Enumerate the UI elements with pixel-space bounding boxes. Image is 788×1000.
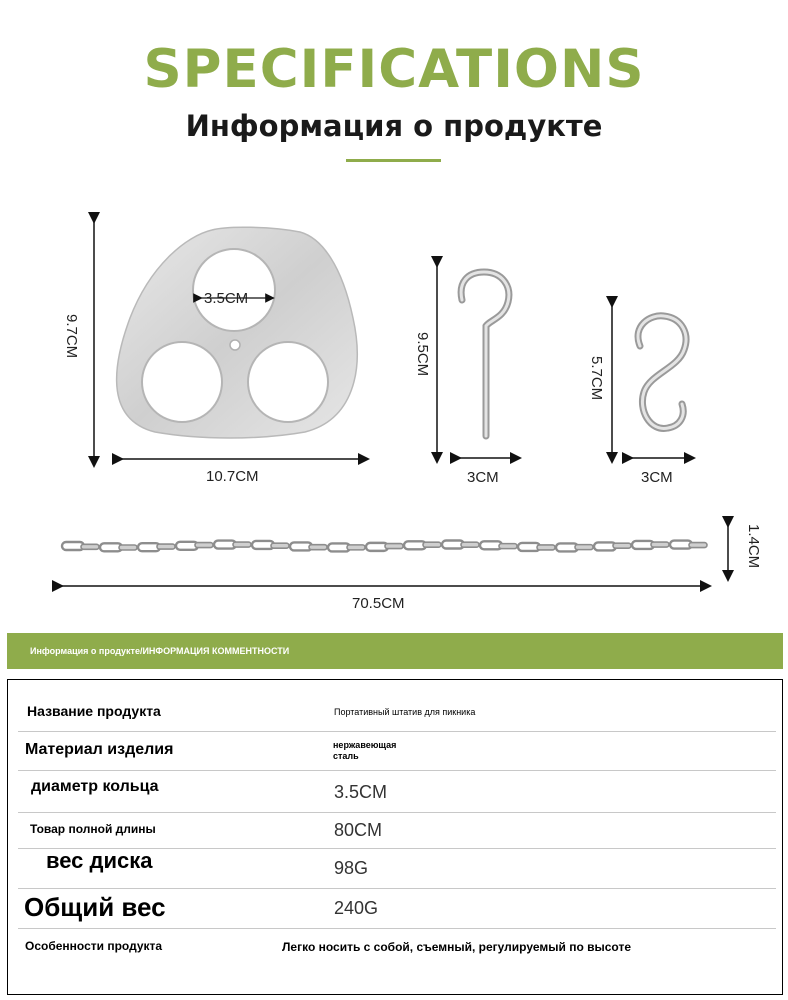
spec-value-product-name: Портативный штатив для пикника bbox=[334, 707, 476, 717]
chain-link bbox=[613, 543, 631, 548]
hook-width-label: 3CM bbox=[467, 469, 499, 486]
chain-height-label: 1.4CM bbox=[745, 524, 762, 569]
spec-value-material: нержавеющая сталь bbox=[333, 740, 397, 761]
chain-link bbox=[157, 544, 175, 549]
spec-label-disk-weight: вес диска bbox=[46, 848, 153, 873]
row-divider bbox=[18, 888, 776, 889]
chain-link bbox=[461, 542, 479, 547]
tripod-plate bbox=[117, 227, 358, 438]
spec-label-total-weight: Общий вес bbox=[24, 892, 166, 922]
spec-value-ring-diameter: 3.5CM bbox=[334, 782, 388, 802]
s-hook-height-label: 5.7CM bbox=[588, 356, 605, 401]
chain-link bbox=[81, 544, 99, 549]
chain-link bbox=[271, 543, 289, 548]
spec-label-features: Особенности продукта bbox=[25, 939, 163, 953]
spec-label-ring-diameter: диаметр кольца bbox=[31, 778, 159, 795]
hook-peg bbox=[461, 272, 509, 436]
chain-link bbox=[119, 545, 137, 550]
spec-value-disk-weight: 98G bbox=[334, 858, 369, 878]
row-divider bbox=[18, 928, 776, 929]
row-divider bbox=[18, 812, 776, 813]
spec-value-features: Легко носить с собой, съемный, регулируемый по высоте bbox=[282, 940, 632, 954]
product-info-title: Информация о продукте bbox=[185, 109, 603, 143]
chain-link bbox=[537, 545, 555, 550]
chain-link bbox=[385, 544, 403, 549]
spec-label-product-name: Название продукта bbox=[27, 703, 161, 719]
spec-value-full-length: 80CM bbox=[334, 820, 383, 840]
chain-link bbox=[233, 542, 251, 547]
plate-height-label: 9.7CM bbox=[63, 314, 80, 359]
plate-width-label: 10.7CM bbox=[206, 468, 259, 485]
hole-diameter-label: 3.5CM bbox=[204, 290, 249, 307]
chain-link bbox=[309, 545, 327, 550]
hook-height-label: 9.5CM bbox=[414, 332, 431, 377]
specifications-title: SPECIFICATIONS bbox=[143, 39, 645, 100]
chain-link bbox=[195, 543, 213, 548]
s-hook-width-label: 3CM bbox=[641, 469, 673, 486]
spec-label-material: Материал изделия bbox=[25, 741, 174, 758]
chain-link bbox=[499, 544, 517, 549]
info-banner-text: Информация о продукте/ИНФОРМАЦИЯ КОММЕНТНОСТИ bbox=[30, 646, 290, 656]
spec-label-full-length: Товар полной длины bbox=[30, 822, 156, 836]
chain-link bbox=[347, 545, 365, 550]
spec-value-total-weight: 240G bbox=[334, 898, 379, 918]
chain-link bbox=[575, 545, 593, 550]
chain-link bbox=[423, 542, 441, 547]
chain bbox=[62, 541, 707, 552]
chain-length-label: 70.5CM bbox=[352, 595, 405, 612]
row-divider bbox=[18, 731, 776, 732]
chain-link bbox=[689, 543, 707, 548]
s-hook bbox=[638, 316, 686, 429]
row-divider bbox=[18, 770, 776, 771]
chain-link bbox=[651, 542, 669, 547]
